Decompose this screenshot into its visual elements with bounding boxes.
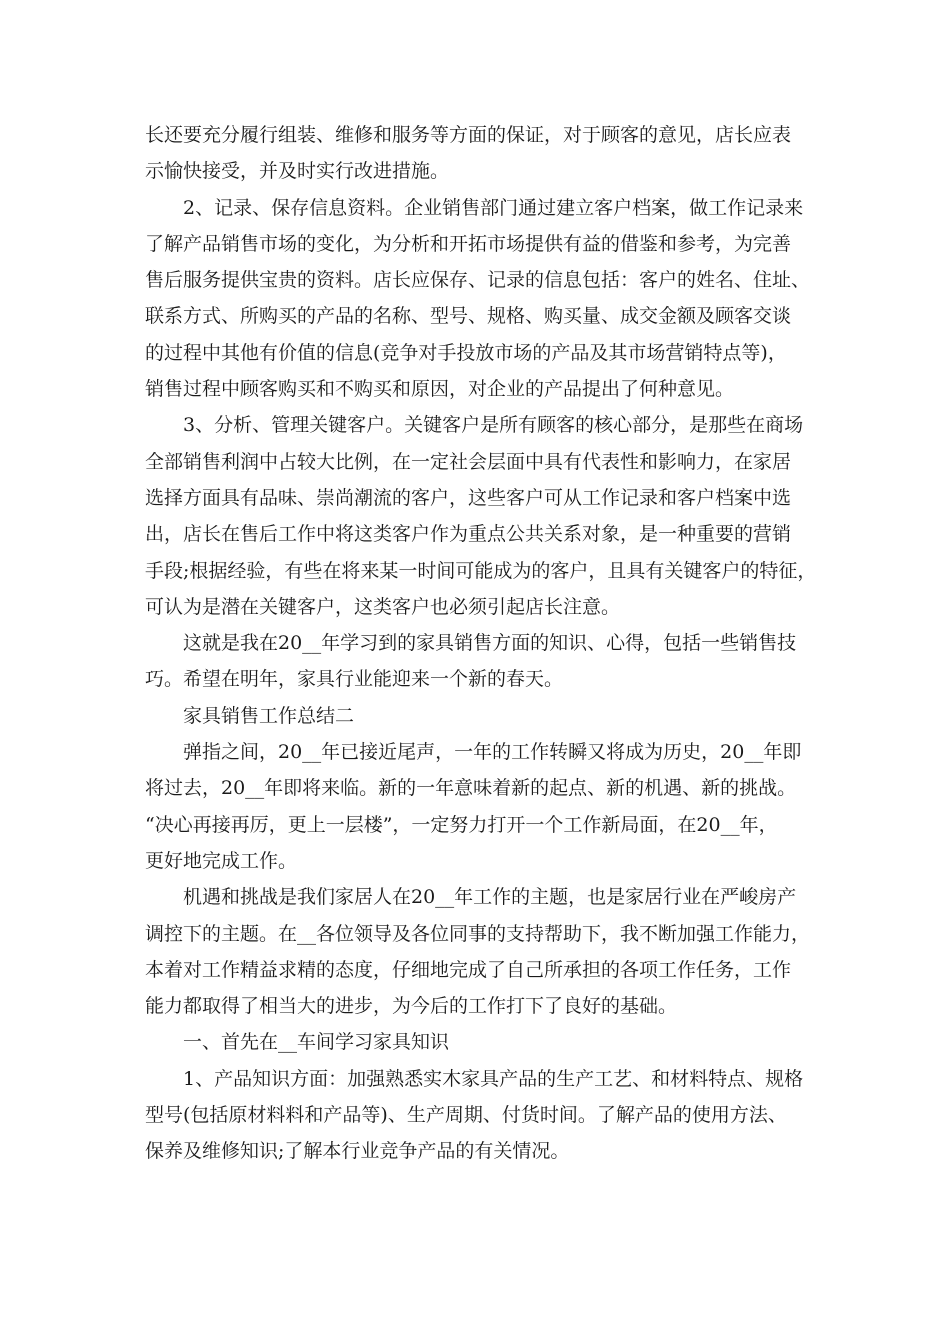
text-line: 3、分析、管理关键客户。关键客户是所有顾客的核心部分，是那些在商场 — [183, 414, 804, 437]
text-line: 这就是我在20__年学习到的家具销售方面的知识、心得，包括一些销售技 — [183, 632, 797, 655]
text-line: 保养及维修知识;了解本行业竞争产品的有关情况。 — [145, 1140, 570, 1163]
subsection-heading: 一、首先在__车间学习家具知识 — [183, 1031, 450, 1054]
text-line: 售后服务提供宝贵的资料。店长应保存、记录的信息包括：客户的姓名、住址、 — [145, 269, 811, 292]
text-line: 调控下的主题。在__各位领导及各位同事的支持帮助下，我不断加强工作能力， — [145, 922, 811, 945]
text-line: 了解产品销售市场的变化，为分析和开拓市场提供有益的借鉴和参考，为完善 — [145, 232, 792, 255]
text-line: 2、记录、保存信息资料。企业销售部门通过建立客户档案，做工作记录来 — [183, 196, 804, 219]
text-line: 巧。希望在明年，家具行业能迎来一个新的春天。 — [145, 668, 564, 691]
text-line: 更好地完成工作。 — [145, 849, 298, 872]
text-line: “决心再接再厉，更上一层楼”，一定努力打开一个工作新局面，在20__年， — [145, 813, 778, 836]
text-line: 机遇和挑战是我们家居人在20__年工作的主题，也是家居行业在严峻房产 — [183, 886, 797, 909]
text-line: 能力都取得了相当大的进步，为今后的工作打下了良好的基础。 — [145, 995, 678, 1018]
document-body — [145, 117, 815, 1170]
text-line: 本着对工作精益求精的态度，仔细地完成了自己所承担的各项工作任务，工作 — [145, 958, 792, 981]
text-line: 手段;根据经验，有些在将来某一时间可能成为的客户，且具有关键客户的特征， — [145, 559, 817, 582]
text-line: 全部销售利润中占较大比例，在一定社会层面中具有代表性和影响力，在家居 — [145, 450, 792, 473]
text-line: 示愉快接受，并及时实行改进措施。 — [145, 160, 450, 183]
text-line: 型号(包括原材料料和产品等)、生产周期、付货时间。了解产品的使用方法、 — [145, 1104, 787, 1127]
section-heading: 家具销售工作总结二 — [183, 704, 355, 727]
text-line: 1、产品知识方面：加强熟悉实木家具产品的生产工艺、和材料特点、规格 — [183, 1067, 804, 1090]
text-line: 可认为是潜在关键客户，这类客户也必须引起店长注意。 — [145, 595, 621, 618]
text-line: 弹指之间，20__年已接近尾声，一年的工作转瞬又将成为历史，20__年即 — [183, 741, 802, 764]
text-line: 的过程中其他有价值的信息(竞争对手投放市场的产品及其市场营销特点等)， — [145, 341, 787, 364]
text-line: 将过去，20__年即将来临。新的一年意味着新的起点、新的机遇、新的挑战。 — [145, 777, 797, 800]
text-line: 联系方式、所购买的产品的名称、型号、规格、购买量、成交金额及顾客交谈 — [145, 305, 792, 328]
text-line: 销售过程中顾客购买和不购买和原因，对企业的产品提出了何种意见。 — [145, 378, 735, 401]
text-line: 出，店长在售后工作中将这类客户作为重点公共关系对象，是一种重要的营销 — [145, 523, 792, 546]
text-line: 长还要充分履行组装、维修和服务等方面的保证，对于顾客的意见，店长应表 — [145, 124, 792, 146]
text-line: 选择方面具有品味、崇尚潮流的客户，这些客户可从工作记录和客户档案中选 — [145, 486, 792, 509]
